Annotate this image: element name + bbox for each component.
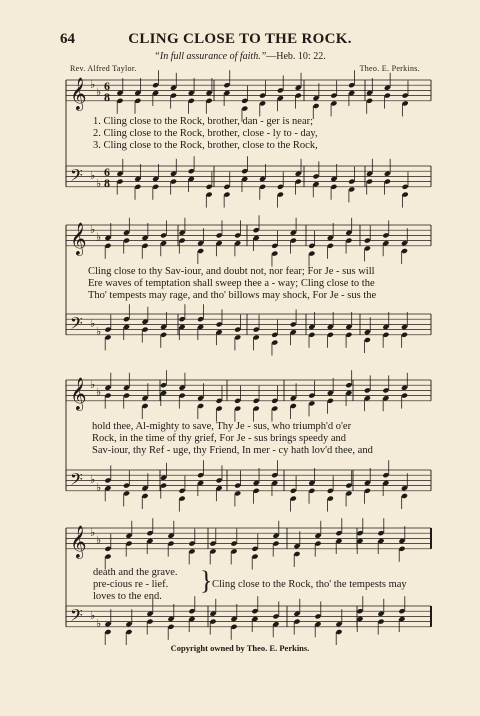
lyric-line: Ere waves of temptation shall sweep thee a - way; Cling close to the xyxy=(88,278,375,289)
lyric-line: hold thee, Al-mighty to save, Thy Je - sus, who triumph'd o'er xyxy=(92,421,352,432)
flat-icon: ♭ xyxy=(96,176,102,190)
flat-icon: ♭ xyxy=(90,77,96,91)
flat-icon: ♭ xyxy=(96,324,102,338)
flat-icon: ♭ xyxy=(90,609,96,622)
bass-clef-icon: 𝄢 xyxy=(70,604,83,629)
bass-clef-icon: 𝄢 xyxy=(70,164,83,189)
lyric-line: Sav-iour, thy Ref - uge, thy Friend, In mer - cy hath lov'd thee, and xyxy=(92,445,373,456)
lyricist-credit: Rev. Alfred Taylor. xyxy=(70,64,137,73)
flat-icon: ♭ xyxy=(90,317,96,330)
time-signature-top: 6 xyxy=(104,164,110,179)
lyric-line: 2. Cling close to the Rock, brother, close - ly to - day, xyxy=(93,128,318,139)
time-signature-bottom: 8 xyxy=(104,175,110,190)
flat-icon: ♭ xyxy=(90,525,96,539)
flat-icon: ♭ xyxy=(96,533,102,547)
treble-clef-icon: 𝄞 xyxy=(70,221,87,255)
flat-icon: ♭ xyxy=(90,222,96,236)
flat-icon: ♭ xyxy=(90,377,96,391)
lyric-line: Rock, in the time of thy grief, For Je - sus brings speedy and xyxy=(92,433,346,444)
bass-clef-icon: 𝄢 xyxy=(70,312,83,337)
refrain-brace: } xyxy=(200,566,213,595)
time-signature-bottom: 8 xyxy=(104,89,110,104)
lyric-line: pre-cious re - lief. xyxy=(93,579,169,590)
flat-icon: ♭ xyxy=(96,230,102,244)
lyric-line: 1. Cling close to the Rock, brother, dan - ger is near; xyxy=(93,116,314,127)
flat-icon: ♭ xyxy=(90,169,96,182)
flat-icon: ♭ xyxy=(96,616,102,630)
flat-icon: ♭ xyxy=(90,473,96,486)
epigraph-reference: —Heb. 10: 22. xyxy=(266,51,326,62)
flat-icon: ♭ xyxy=(96,85,102,99)
hymn-title: CLING CLOSE TO THE ROCK. xyxy=(128,31,352,47)
lyric-line: Tho' tempests may rage, and tho' billows may shock, For Je - sus the xyxy=(88,290,377,301)
time-signature-top: 6 xyxy=(104,78,110,93)
epigraph-quote: “In full assurance of faith.” xyxy=(154,51,267,62)
treble-clef-icon: 𝄞 xyxy=(70,524,87,558)
lyric-line: 3. Cling close to the Rock, brother, close to the Rock, xyxy=(93,140,318,151)
copyright-notice: Copyright owned by Theo. E. Perkins. xyxy=(170,643,310,653)
lyric-line: Cling close to thy Sav-iour, and doubt not, nor fear; For Je - sus will xyxy=(88,266,375,277)
treble-clef-icon: 𝄞 xyxy=(70,376,87,410)
treble-clef-icon: 𝄞 xyxy=(70,76,87,110)
lyric-line: loves to the end. xyxy=(93,591,162,602)
composer-credit: Theo. E. Perkins. xyxy=(359,64,420,73)
page-number: 64 xyxy=(60,31,75,47)
refrain-lyric: Cling close to the Rock, tho' the tempests may xyxy=(212,579,407,590)
flat-icon: ♭ xyxy=(96,480,102,494)
bass-clef-icon: 𝄢 xyxy=(70,468,83,493)
lyric-line: death and the grave. xyxy=(93,567,178,578)
flat-icon: ♭ xyxy=(96,385,102,399)
